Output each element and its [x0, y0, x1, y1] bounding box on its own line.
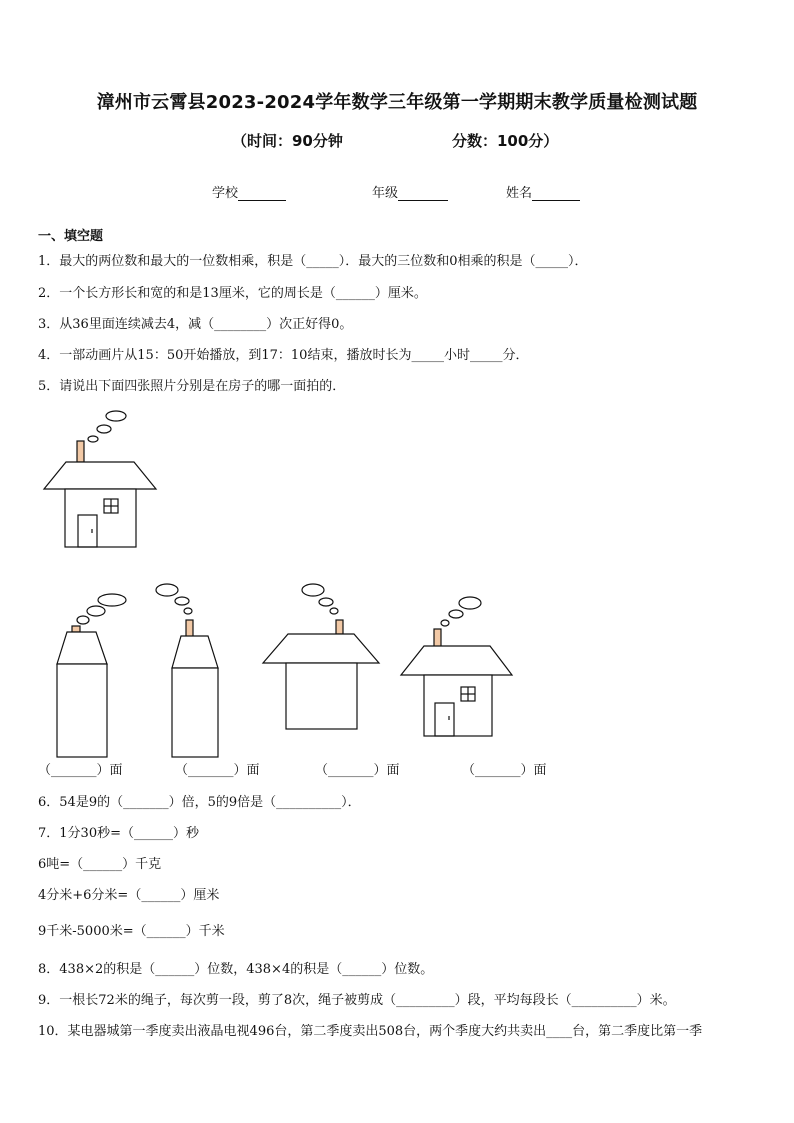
question-9: 9．一根长72米的绳子，每次剪一段，剪了8次，绳子被剪成（_________）段，平均每段长（__________）米。: [38, 993, 676, 1008]
view-house-2: [156, 584, 218, 757]
question-2: 2．一个长方形长和宽的和是13厘米，它的周长是（______）厘米。: [38, 286, 427, 301]
question-1: 1．最大的两位数和最大的一位数相乘，积是（_____）．最大的三位数和0相乘的积是（_____）．: [38, 254, 588, 269]
view-label-2: （_______）面: [175, 763, 260, 778]
exam-title: 漳州市云霄县2023-2024学年数学三年级第一学期期末教学质量检测试题: [96, 92, 698, 113]
view-house-1: [57, 594, 126, 757]
question-5: 5．请说出下面四张照片分别是在房子的哪一面拍的．: [38, 379, 346, 394]
question-7d: 9千米-5000米=（______）千米: [38, 924, 225, 939]
view-label-3: （_______）面: [315, 763, 400, 778]
question-7b: 6吨=（______）千克: [38, 857, 162, 872]
question-10: 10．某电器城第一季度卖出液晶电视496台，第二季度卖出508台，两个季度大约共卖出____台，第二季度比第一季: [38, 1024, 703, 1039]
question-7c: 4分米+6分米=（______）厘米: [38, 888, 220, 903]
question-7a: 7．1分30秒=（______）秒: [38, 826, 199, 841]
name-label: 姓名: [506, 186, 533, 201]
grade-label: 年级: [372, 186, 399, 201]
view-house-3: [263, 584, 379, 729]
exam-score: 分数：100分）: [452, 132, 559, 150]
section-fill-blank: 一、填空题: [38, 229, 104, 244]
question-3: 3．从36里面连续减去4，减（________）次正好得0。: [38, 317, 353, 332]
main-house-figure: [44, 411, 156, 547]
question-4: 4．一部动画片从15：50开始播放，到17：10结束，播放时长为_____小时_____分．: [38, 348, 529, 363]
school-label: 学校: [212, 186, 239, 201]
view-label-1: （_______）面: [38, 763, 123, 778]
exam-time: （时间：90分钟: [232, 132, 343, 150]
view-label-4: （_______）面: [462, 763, 547, 778]
question-6: 6．54是9的（_______）倍，5的9倍是（__________）．: [38, 795, 361, 810]
view-house-4: [401, 597, 512, 736]
question-8: 8．438×2的积是（______）位数，438×4的积是（______）位数。: [38, 962, 434, 977]
